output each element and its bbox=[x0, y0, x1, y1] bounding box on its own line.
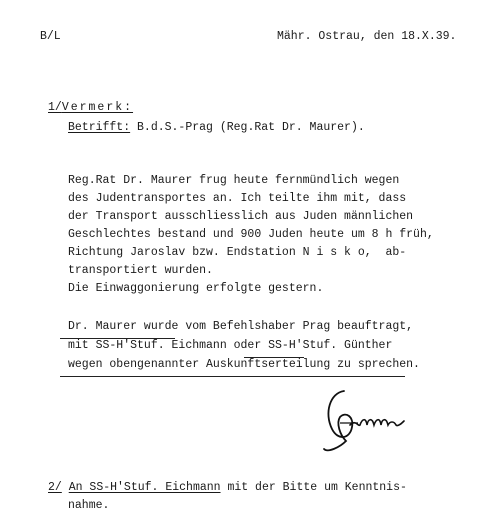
section-2-text: mit der Bitte um Kenntnis- bbox=[220, 481, 407, 494]
section-1-heading bbox=[48, 101, 133, 115]
body-line: Geschlechtes bestand und 900 Juden heute um 8 h früh, bbox=[68, 228, 434, 241]
body-line: des Judentransportes an. Ich teilte ihm mit, dass bbox=[68, 192, 407, 205]
body-line: Reg.Rat Dr. Maurer frug heute fernmündlich wegen bbox=[68, 174, 400, 187]
place-and-date: Mähr. Ostrau, den 18.X.39. bbox=[277, 30, 457, 43]
instruction-line: wegen obengenannter Auskunftserteilung zu sprechen. bbox=[68, 358, 420, 371]
subject-text: B.d.S.-Prag (Reg.Rat Dr. Maurer). bbox=[130, 121, 365, 134]
handwritten-signature bbox=[310, 383, 420, 461]
body-line: der Transport ausschliesslich aus Juden männlichen bbox=[68, 210, 414, 223]
section-2-addressee: An SS-H'Stuf. Eichmann bbox=[68, 481, 221, 494]
section-2-line bbox=[48, 481, 407, 495]
section-2-number: 2/ bbox=[48, 481, 62, 494]
body-line: Richtung Jaroslav bzw. Endstation N i s k o, ab- bbox=[68, 246, 407, 259]
section-1-title: Vermerk: bbox=[61, 101, 134, 114]
subject-line bbox=[68, 121, 365, 135]
instruction-line: Dr. Maurer wurde vom Befehlshaber Prag beauftragt, bbox=[68, 320, 414, 333]
body-line: transportiert wurden. bbox=[68, 264, 213, 277]
section-2-line-continued: nahme. bbox=[68, 499, 110, 512]
instruction-line: mit SS-H'Stuf. Eichmann oder SS-H'Stuf. Günther bbox=[68, 339, 393, 352]
handwritten-underline bbox=[60, 376, 405, 377]
subject-label: Betrifft: bbox=[68, 121, 131, 134]
body-line: Die Einwaggonierung erfolgte gestern. bbox=[68, 282, 324, 295]
reference-code: B/L bbox=[40, 30, 61, 43]
section-1-number: 1/ bbox=[48, 101, 62, 114]
